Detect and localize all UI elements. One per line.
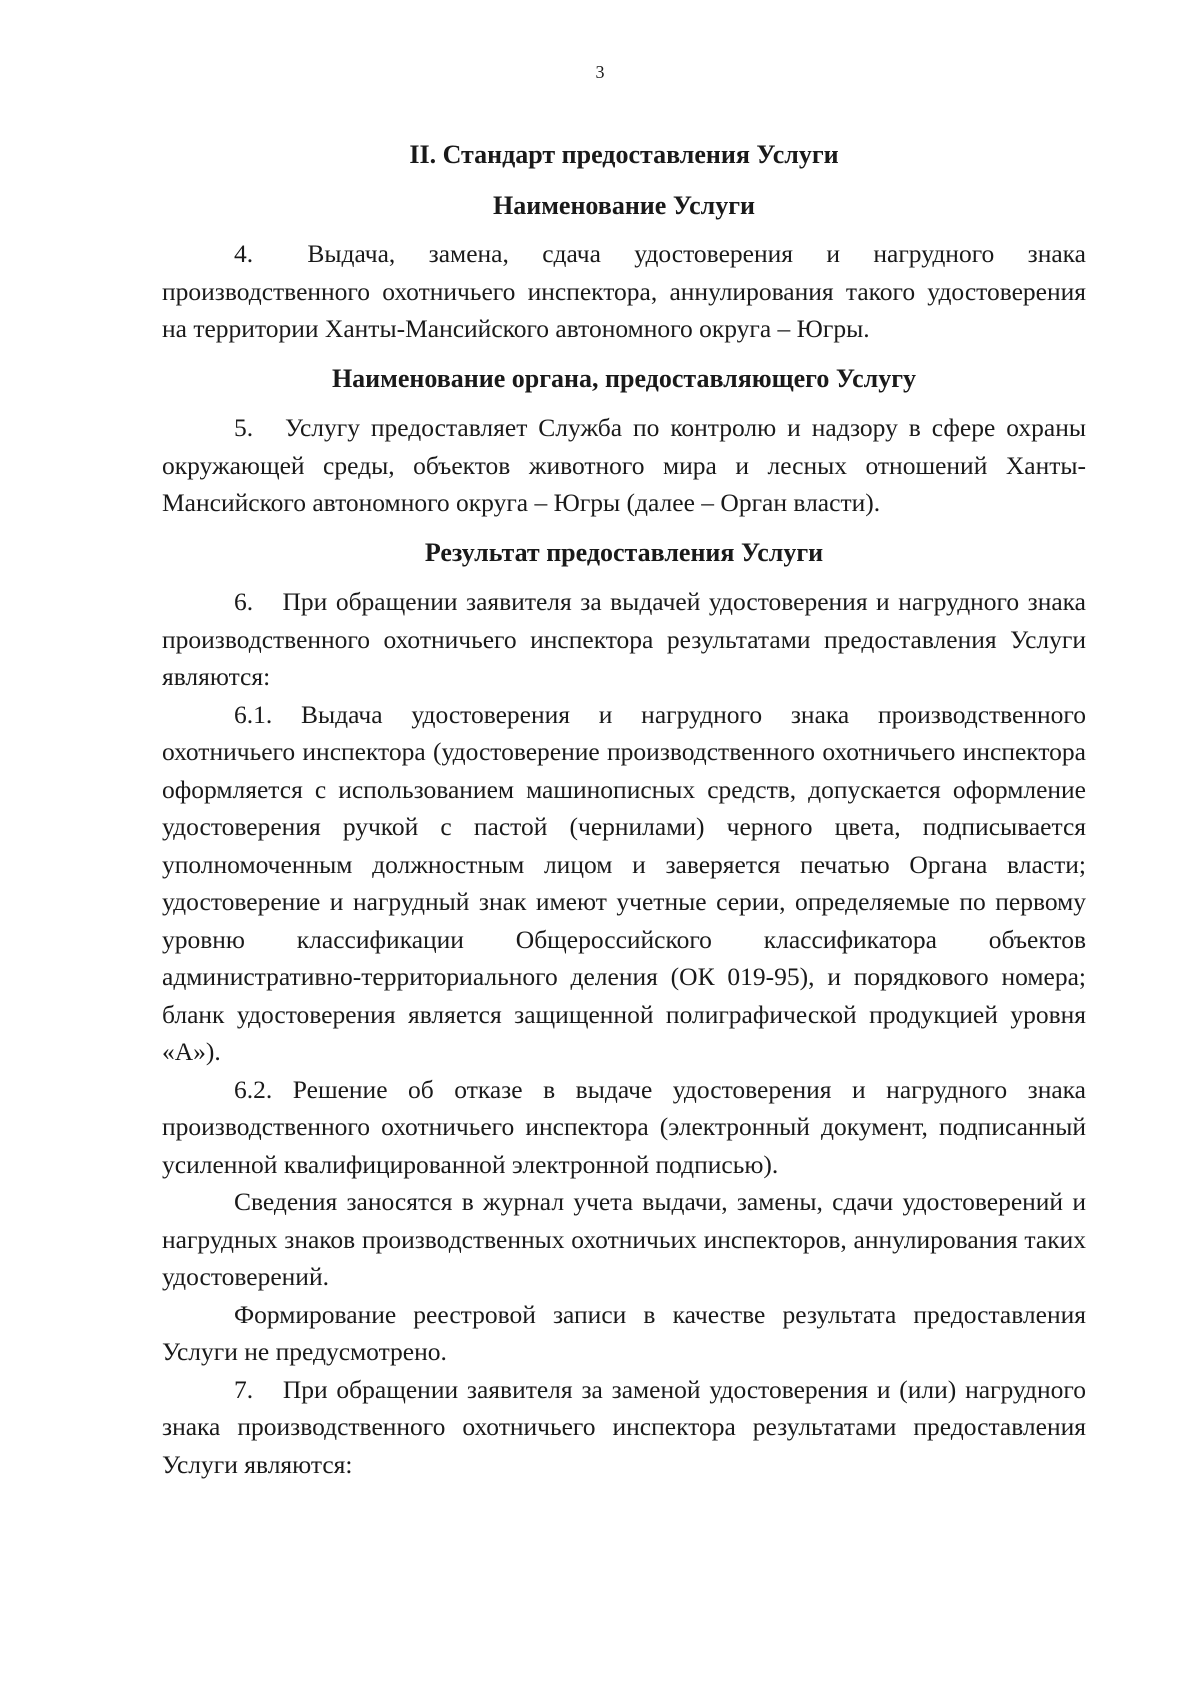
paragraph-7-text: При обращении заявителя за заменой удостоверения и (или) нагрудного знака производственного охотничьего инспектора результатами предоставления Услуги являются: — [162, 1374, 1086, 1479]
paragraph-4-text: Выдача, замена, сдача удостоверения и нагрудного знака производственного охотничьего инспектора, аннулирования такого удостоверения на территории Ханты-Мансийского автономного округа – Югры. — [162, 239, 1087, 343]
paragraph-7-number: 7. — [234, 1374, 254, 1404]
paragraph-6 — [162, 583, 1086, 696]
paragraph-4-number: 4. — [234, 239, 254, 268]
paragraph-5 — [162, 409, 1086, 522]
paragraph-6-number: 6. — [234, 587, 254, 616]
heading-authority: Наименование органа, предоставляющего Услугу — [331, 363, 917, 393]
paragraph-6-1: 6.1. Выдача удостоверения и нагрудного знака производственного охотничьего инспектора (удостоверение производственного охотничьего инспектора оформляется с использованием машинописных средств, допускается оформление удостоверения ручкой с пастой (чернилами) черного цвета, подписывается уполномоченным должностным лицом и заверяется печатью Органа власти; удостоверение и нагрудный знак имеют учетные серии, определяемые по первому уровню классификации Общероссийского классификатора объектов административно-территориального деления (ОК 019-95), и порядкового номера; бланк удостоверения является защищенной полиграфической продукцией уровня «А»). — [162, 699, 1086, 1066]
paragraph-6-text: При обращении заявителя за выдачей удостоверения и нагрудного знака производственного охотничьего инспектора результатами предоставления Услуги являются: — [162, 587, 1086, 691]
page-number: 3 — [595, 62, 605, 82]
section-title: II. Стандарт предоставления Услуги — [409, 140, 839, 169]
paragraph-5-text: Услугу предоставляет Служба по контролю и надзору в сфере охраны окружающей среды, объектов животного мира и лесных отношений Ханты-Мансийского автономного округа – Югры (далее – Орган власти). — [162, 413, 1086, 517]
paragraph-registry: Формирование реестровой записи в качестве результата предоставления Услуги не предусмотрено. — [162, 1299, 1086, 1366]
paragraph-6-2: 6.2. Решение об отказе в выдаче удостоверения и нагрудного знака производственного охотничьего инспектора (электронный документ, подписанный усиленной квалифицированной электронной подписью). — [162, 1074, 1086, 1179]
paragraph-5-number: 5. — [234, 413, 254, 442]
paragraph-journal: Сведения заносятся в журнал учета выдачи, замены, сдачи удостоверений и нагрудных знаков производственных охотничьих инспекторов, аннулирования таких удостоверений. — [162, 1187, 1086, 1291]
paragraph-4 — [162, 235, 1086, 348]
document-body — [162, 136, 1086, 1483]
heading-result: Результат предоставления Услуги — [424, 537, 824, 567]
paragraph-7 — [162, 1371, 1086, 1484]
heading-service-name: Наименование Услуги — [492, 190, 756, 220]
